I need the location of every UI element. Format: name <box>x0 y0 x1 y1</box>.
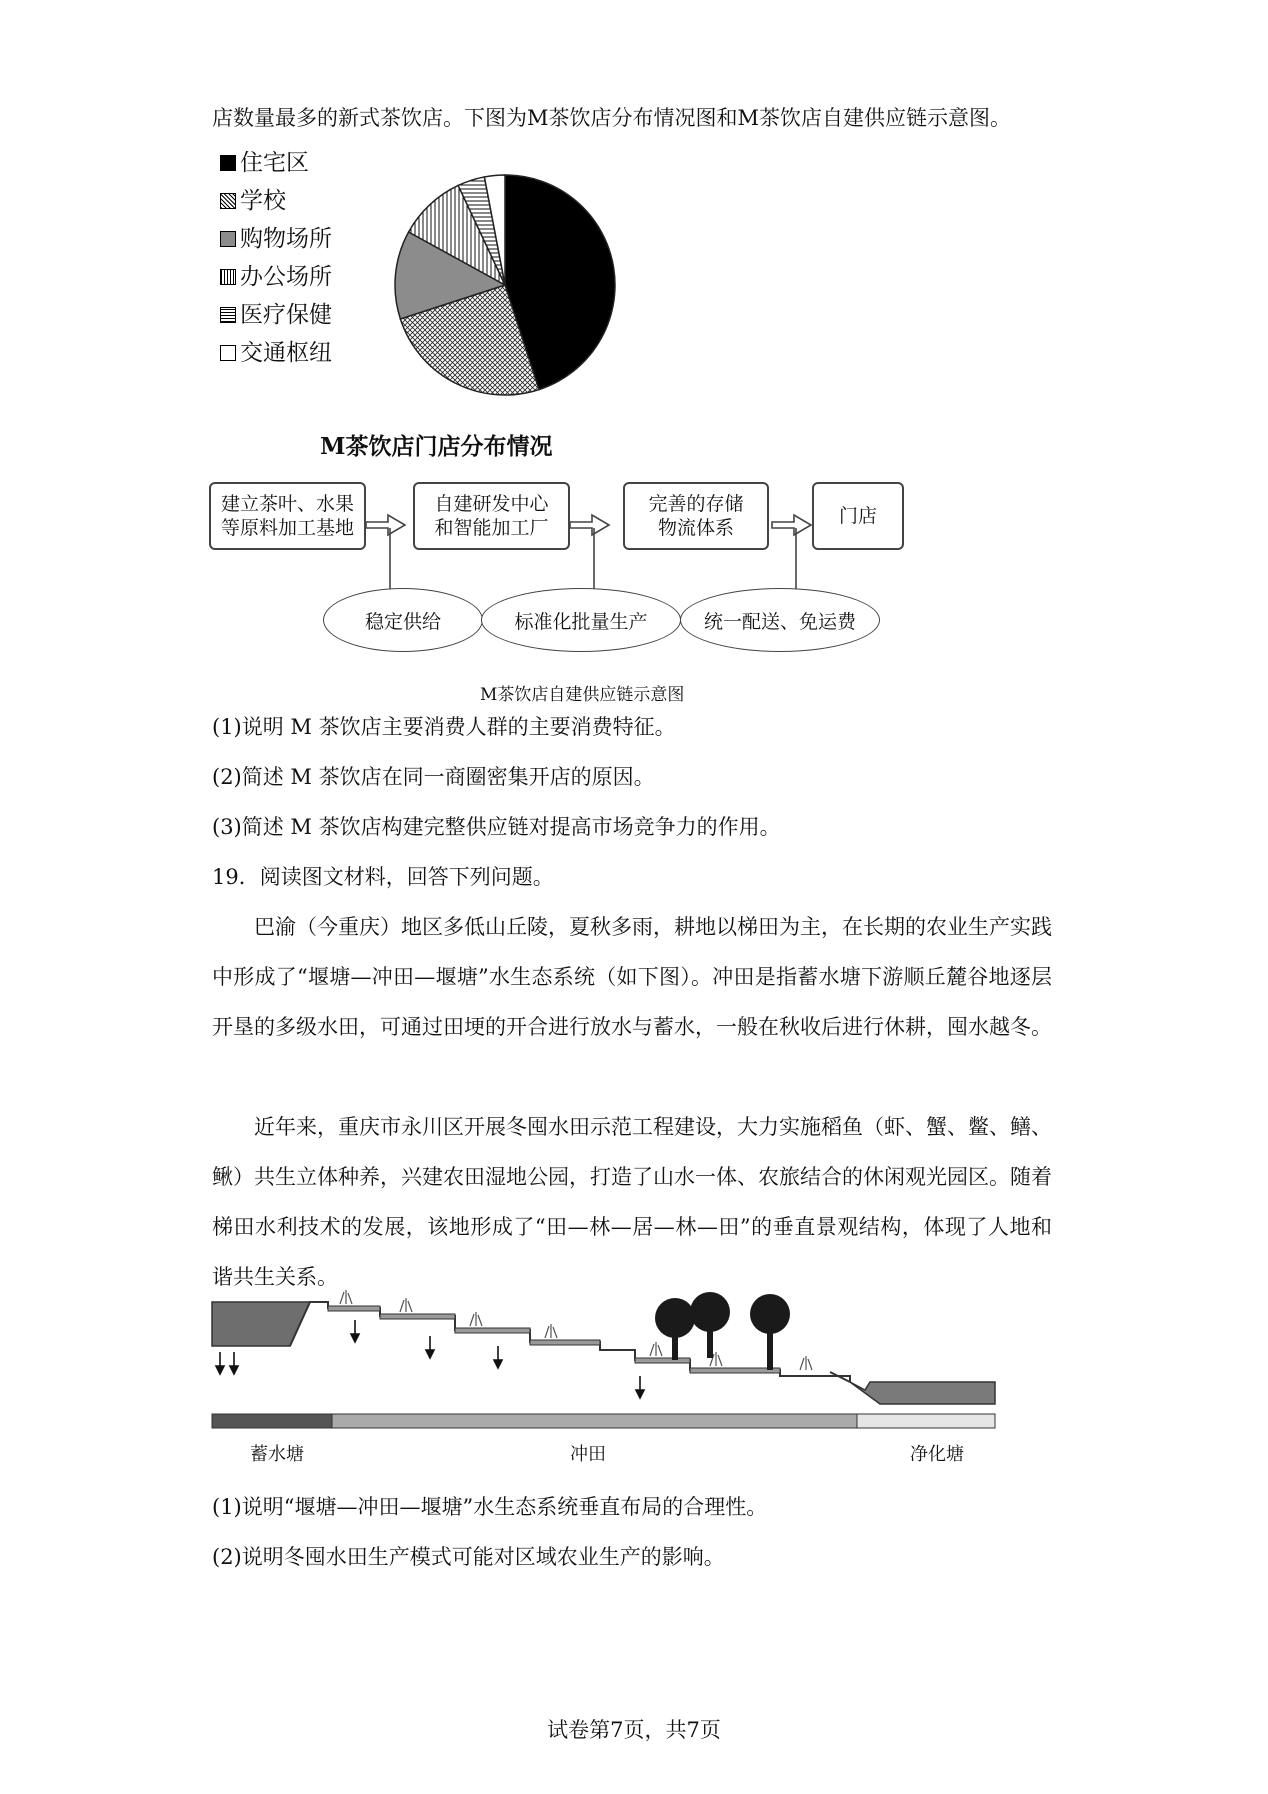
intro-line: 店数量最多的新式茶饮店。下图为M茶饮店分布情况图和M茶饮店自建供应链示意图。 <box>212 106 1012 130</box>
page-footer: 试卷第7页，共7页 <box>547 1718 721 1742</box>
flow-ellipse-supply: 稳定供给 <box>323 588 483 652</box>
flow-box-rd: 自建研发中心 和智能加工厂 <box>413 482 570 550</box>
q18-item-1: (1)说明 M 茶饮店主要消费人群的主要消费特征。 <box>212 715 676 739</box>
terrace-diagram <box>210 1290 1010 1430</box>
q19-title: 19．阅读图文材料，回答下列问题。 <box>212 865 554 889</box>
q18-item-3: (3)简述 M 茶饮店构建完整供应链对提高市场竞争力的作用。 <box>212 815 781 839</box>
legend-item-office: 办公场所 <box>220 262 332 292</box>
legend-item-shopping: 购物场所 <box>220 224 332 254</box>
swatch-horizontal-icon <box>220 307 236 323</box>
swatch-blank-icon <box>220 345 236 361</box>
legend-item-school: 学校 <box>220 186 286 216</box>
q18-item-2: (2)简述 M 茶饮店在同一商圈密集开店的原因。 <box>212 765 655 789</box>
flow-box-store: 门店 <box>812 482 904 550</box>
q19-item-1: (1)说明“堰塘—冲田—堰塘”水生态系统垂直布局的合理性。 <box>212 1495 768 1519</box>
band-label-purification: 净化塘 <box>910 1444 964 1465</box>
flow-box-base: 建立茶叶、水果 等原料加工基地 <box>209 482 366 550</box>
flow-box-logistics: 完善的存储 物流体系 <box>623 482 769 550</box>
swatch-solid-icon <box>220 155 236 171</box>
q19-paragraph-2: 近年来，重庆市永川区开展冬囤水田示范工程建设，大力实施稻鱼（虾、蟹、鳖、鳝、鳅）共生立体种养，兴建农田湿地公园，打造了山水一体、农旅结合的休闲观光园区。随着梯田水利技术的发展，该地形成了“田—林—居—林—田”的垂直景观结构，体现了人地和谐共生关系。 <box>212 1115 1052 1289</box>
swatch-gray-icon <box>220 231 236 247</box>
flow-caption: M茶饮店自建供应链示意图 <box>480 685 685 705</box>
pie-chart <box>370 160 640 410</box>
flow-ellipse-delivery: 统一配送、免运费 <box>680 588 880 652</box>
q19-paragraph-1: 巴渝（今重庆）地区多低山丘陵，夏秋多雨，耕地以梯田为主，在长期的农业生产实践中形成了“堰塘—冲田—堰塘”水生态系统（如下图）。冲田是指蓄水塘下游顺丘麓谷地逐层开垦的多级水田，可通过田埂的开合进行放水与蓄水，一般在秋收后进行休耕，囤水越冬。 <box>212 915 1052 1039</box>
q19-item-2: (2)说明冬囤水田生产模式可能对区域农业生产的影响。 <box>212 1545 725 1569</box>
pie-title: M茶饮店门店分布情况 <box>320 433 553 460</box>
legend-item-medical: 医疗保健 <box>220 300 332 330</box>
flow-ellipse-production: 标准化批量生产 <box>481 588 681 652</box>
band-label-terrace: 冲田 <box>570 1444 606 1465</box>
legend-item-transport: 交通枢纽 <box>220 338 332 368</box>
swatch-cross-icon <box>220 193 236 209</box>
band-label-reservoir: 蓄水塘 <box>250 1444 304 1465</box>
swatch-vertical-icon <box>220 269 236 285</box>
legend-item-residential: 住宅区 <box>220 148 309 178</box>
